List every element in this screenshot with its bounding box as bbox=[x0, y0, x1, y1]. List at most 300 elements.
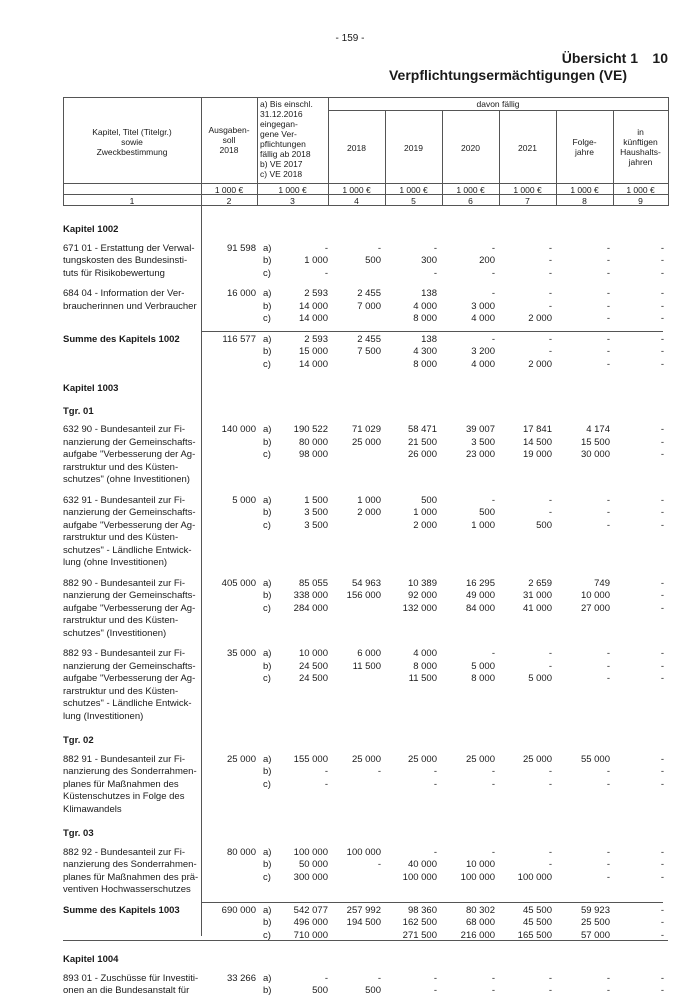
line-label: a) bbox=[263, 904, 272, 916]
value-cell: 6 000 bbox=[357, 648, 381, 659]
entry-description: schutzes" (Investitionen) bbox=[63, 627, 167, 639]
value-cell: 496 000 bbox=[293, 917, 328, 928]
entry-description: nanzierung der Gemeinschafts- bbox=[63, 660, 196, 672]
value-cell: 100 000 bbox=[293, 846, 328, 858]
line-label: c) bbox=[263, 871, 271, 883]
value-cell: - bbox=[433, 267, 437, 279]
line-label: b) bbox=[263, 255, 272, 266]
value-cell: 59 923 bbox=[580, 904, 610, 916]
header-col3-label: gene Ver- bbox=[260, 129, 297, 139]
value-cell: 30 000 bbox=[580, 449, 610, 460]
line-label: b) bbox=[263, 300, 272, 312]
header-unit: 1 000 € bbox=[513, 185, 542, 195]
value-cell: - bbox=[606, 242, 610, 254]
value-cell: 14 000 bbox=[298, 358, 328, 370]
value-cell: - bbox=[660, 424, 664, 435]
entry-description: Klimawandels bbox=[63, 803, 122, 815]
value-cell: 25 000 bbox=[351, 753, 381, 765]
section-heading: Tgr. 03 bbox=[63, 828, 94, 839]
value-cell: - bbox=[606, 859, 610, 870]
line-label: a) bbox=[263, 333, 272, 345]
value-cell: 40 000 bbox=[407, 859, 437, 870]
value-cell: 500 bbox=[312, 985, 328, 996]
value-cell: - bbox=[324, 972, 328, 984]
value-cell: - bbox=[491, 333, 495, 345]
entry-description: tuts für Risikobewertung bbox=[63, 267, 165, 279]
value-cell: - bbox=[660, 753, 664, 765]
value-cell: 2 593 bbox=[304, 288, 328, 299]
value-cell: - bbox=[660, 494, 664, 506]
value-cell: 138 bbox=[421, 288, 437, 299]
entry-description: nanzierung des Sonderrahmen- bbox=[63, 766, 197, 777]
line-label: b) bbox=[263, 590, 272, 601]
header-kuenftig-label: in bbox=[637, 127, 644, 137]
value-cell: 300 000 bbox=[293, 871, 328, 883]
value-cell: 162 500 bbox=[402, 917, 437, 928]
value-cell: 85 055 bbox=[298, 577, 328, 589]
value-cell: 11 500 bbox=[352, 660, 381, 672]
value-cell: - bbox=[606, 660, 610, 672]
value-cell: 338 000 bbox=[293, 590, 328, 601]
value-cell: 4 000 bbox=[471, 358, 495, 370]
value-cell: - bbox=[660, 288, 664, 299]
value-cell: 8 000 bbox=[471, 673, 495, 684]
line-label: b) bbox=[263, 766, 272, 777]
value-cell: - bbox=[606, 288, 610, 299]
value-cell: - bbox=[491, 494, 495, 506]
entry-description: aufgabe "Verbesserung der Ag- bbox=[63, 449, 196, 460]
entry-description: rarstruktur und des Küsten- bbox=[63, 615, 179, 626]
value-cell: - bbox=[433, 985, 437, 996]
value-cell: 710 000 bbox=[293, 929, 328, 941]
ausgabensoll-value: 91 598 bbox=[226, 242, 256, 254]
line-label: c) bbox=[263, 929, 271, 941]
value-cell: - bbox=[660, 333, 664, 345]
entry-description: onen an die Bundesanstalt für bbox=[63, 985, 190, 996]
header-col1-label: Zweckbestimmung bbox=[96, 147, 168, 157]
value-cell: - bbox=[491, 648, 495, 659]
line-label: c) bbox=[263, 358, 271, 370]
entry-description: schutzes" - Ländliche Entwick- bbox=[63, 698, 192, 709]
sum-rule bbox=[201, 902, 663, 903]
section-heading: Kapitel 1004 bbox=[63, 954, 119, 965]
entry-description: nanzierung der Gemeinschafts- bbox=[63, 507, 196, 518]
value-cell: 500 bbox=[479, 507, 495, 518]
units-rule bbox=[63, 183, 668, 184]
value-cell: 156 000 bbox=[346, 590, 381, 601]
line-label: c) bbox=[263, 449, 271, 460]
entry-description: 882 90 - Bundesanteil zur Fi- bbox=[63, 577, 185, 589]
value-cell: 5 000 bbox=[528, 673, 552, 684]
line-label: a) bbox=[263, 753, 272, 765]
value-cell: 49 000 bbox=[465, 590, 495, 601]
value-cell: - bbox=[660, 904, 664, 916]
line-label: c) bbox=[263, 602, 271, 614]
value-cell: - bbox=[606, 346, 610, 357]
entry-description: braucherinnen und Verbraucher bbox=[63, 300, 197, 312]
overview-label: Übersicht 1 bbox=[561, 50, 638, 66]
value-cell: - bbox=[660, 778, 664, 790]
line-label: b) bbox=[263, 660, 272, 672]
value-cell: - bbox=[548, 778, 552, 790]
header-unit: 1 000 € bbox=[570, 185, 599, 195]
value-cell: - bbox=[660, 507, 664, 518]
value-cell: - bbox=[548, 333, 552, 345]
ausgabensoll-value: 80 000 bbox=[226, 846, 256, 858]
value-cell: 1 000 bbox=[413, 507, 437, 518]
section-heading: Tgr. 02 bbox=[63, 735, 94, 746]
value-cell: 98 360 bbox=[407, 904, 437, 916]
value-cell: 15 000 bbox=[298, 346, 328, 357]
header-unit: 1 000 € bbox=[399, 185, 428, 195]
value-cell: - bbox=[606, 766, 610, 777]
value-cell: - bbox=[548, 985, 552, 996]
value-cell: - bbox=[660, 602, 664, 614]
ausgabensoll-value: 33 266 bbox=[226, 972, 256, 984]
value-cell: - bbox=[433, 242, 437, 254]
entry-description: 684 04 - Information der Ver- bbox=[63, 288, 185, 299]
value-cell: - bbox=[660, 917, 664, 928]
value-cell: 4 300 bbox=[413, 346, 437, 357]
line-label: b) bbox=[263, 346, 272, 357]
value-cell: - bbox=[433, 972, 437, 984]
header-column-number: 5 bbox=[411, 196, 416, 206]
value-cell: 3 500 bbox=[471, 436, 495, 448]
value-cell: - bbox=[548, 507, 552, 518]
line-label: a) bbox=[263, 577, 272, 589]
header-unit: 1 000 € bbox=[456, 185, 485, 195]
value-cell: 58 471 bbox=[407, 424, 437, 435]
line-label: c) bbox=[263, 673, 271, 684]
value-cell: 27 000 bbox=[580, 602, 610, 614]
value-cell: 54 963 bbox=[351, 577, 381, 589]
value-cell: 11 500 bbox=[408, 673, 437, 684]
value-cell: 4 000 bbox=[413, 648, 437, 659]
value-cell: 45 500 bbox=[522, 904, 552, 916]
value-cell: 2 000 bbox=[528, 358, 552, 370]
header-col3-label: pflichtungen bbox=[260, 139, 306, 149]
header-davon-label: davon fällig bbox=[476, 99, 520, 109]
value-cell: - bbox=[660, 590, 664, 601]
entry-description: nanzierung der Gemeinschafts- bbox=[63, 436, 196, 448]
value-cell: 31 000 bbox=[522, 590, 552, 601]
value-cell: - bbox=[660, 267, 664, 279]
value-cell: - bbox=[548, 859, 552, 870]
entry-description: ventiven Hochwasserschutzes bbox=[63, 884, 191, 895]
value-cell: 257 992 bbox=[346, 904, 381, 916]
value-cell: 25 000 bbox=[351, 436, 381, 448]
value-cell: 284 000 bbox=[293, 602, 328, 614]
line-label: c) bbox=[263, 313, 271, 324]
value-cell: - bbox=[660, 648, 664, 659]
header-unit: 1 000 € bbox=[342, 185, 371, 195]
value-cell: 200 bbox=[479, 255, 495, 266]
header-col3-label: fällig ab 2018 bbox=[260, 149, 311, 159]
header-column-number: 6 bbox=[468, 196, 473, 206]
value-cell: 749 bbox=[594, 577, 610, 589]
value-cell: 1 000 bbox=[304, 255, 328, 266]
value-cell: - bbox=[548, 346, 552, 357]
value-cell: - bbox=[491, 766, 495, 777]
header-kuenftig-label: künftigen bbox=[623, 137, 658, 147]
header-col2-label: Ausgaben- bbox=[208, 125, 250, 135]
header-unit: 1 000 € bbox=[278, 185, 307, 195]
value-cell: - bbox=[606, 846, 610, 858]
value-cell: 19 000 bbox=[522, 449, 552, 460]
ausgabensoll-value: 5 000 bbox=[232, 494, 256, 506]
header-col2-label: soll bbox=[222, 135, 236, 145]
value-cell: 194 500 bbox=[346, 917, 381, 928]
ausgabensoll-value: 25 000 bbox=[226, 753, 256, 765]
value-cell: 15 500 bbox=[580, 436, 610, 448]
value-cell: 80 302 bbox=[465, 904, 495, 916]
value-cell: - bbox=[491, 846, 495, 858]
value-cell: 14 000 bbox=[298, 300, 328, 312]
value-cell: 21 500 bbox=[407, 436, 437, 448]
value-cell: - bbox=[606, 985, 610, 996]
header-unit: 1 000 € bbox=[214, 185, 244, 195]
value-cell: - bbox=[491, 242, 495, 254]
line-label: a) bbox=[263, 972, 272, 984]
value-cell: 1 000 bbox=[471, 519, 495, 531]
value-cell: 41 000 bbox=[522, 602, 552, 614]
value-cell: - bbox=[606, 255, 610, 266]
value-cell: 2 659 bbox=[528, 577, 552, 589]
value-cell: - bbox=[606, 673, 610, 684]
value-cell: - bbox=[548, 972, 552, 984]
value-cell: 80 000 bbox=[298, 436, 328, 448]
value-cell: 8 000 bbox=[413, 358, 437, 370]
value-cell: - bbox=[548, 288, 552, 299]
value-cell: - bbox=[606, 519, 610, 531]
value-cell: 500 bbox=[365, 255, 381, 266]
value-cell: - bbox=[433, 846, 437, 858]
value-cell: - bbox=[606, 648, 610, 659]
value-cell: - bbox=[660, 436, 664, 448]
sum-label: Summe des Kapitels 1002 bbox=[63, 333, 180, 345]
value-cell: 14 000 bbox=[298, 313, 328, 324]
line-label: b) bbox=[263, 436, 272, 448]
entry-description: schutzes" (ohne Investitionen) bbox=[63, 474, 190, 485]
entry-description: 893 01 - Zuschüsse für Investiti- bbox=[63, 972, 199, 984]
overview-number: 10 bbox=[652, 50, 668, 66]
value-cell: 1 000 bbox=[357, 494, 381, 506]
header-col1-label: sowie bbox=[121, 137, 143, 147]
value-cell: - bbox=[660, 300, 664, 312]
value-cell: - bbox=[324, 766, 328, 777]
value-cell: 24 500 bbox=[298, 673, 328, 684]
page-subtitle: Verpflichtungsermächtigungen (VE) bbox=[388, 67, 627, 83]
table-body bbox=[63, 206, 668, 996]
header-year-2020: 2020 bbox=[461, 143, 480, 153]
line-label: b) bbox=[263, 859, 272, 870]
body-column-rule bbox=[201, 206, 202, 936]
header-unit: 1 000 € bbox=[626, 185, 655, 195]
value-cell: 4 174 bbox=[586, 424, 610, 435]
entry-description: lung (Investitionen) bbox=[63, 710, 144, 722]
value-cell: - bbox=[660, 242, 664, 254]
value-cell: 84 000 bbox=[465, 602, 495, 614]
line-label: c) bbox=[263, 778, 271, 790]
value-cell: - bbox=[548, 267, 552, 279]
value-cell: 3 000 bbox=[471, 300, 495, 312]
line-label: a) bbox=[263, 648, 272, 659]
value-cell: - bbox=[606, 778, 610, 790]
value-cell: 542 077 bbox=[293, 904, 328, 916]
value-cell: 190 522 bbox=[293, 424, 328, 435]
line-label: b) bbox=[263, 985, 272, 996]
value-cell: - bbox=[660, 313, 664, 324]
ausgabensoll-value: 16 000 bbox=[226, 288, 256, 299]
value-cell: - bbox=[660, 846, 664, 858]
value-cell: 216 000 bbox=[460, 929, 495, 941]
entry-description: rarstruktur und des Küsten- bbox=[63, 532, 179, 543]
line-label: a) bbox=[263, 242, 272, 254]
value-cell: - bbox=[660, 859, 664, 870]
entry-description: nanzierung der Gemeinschafts- bbox=[63, 590, 196, 601]
entry-description: nanzierung des Sonderrahmen- bbox=[63, 859, 197, 870]
header-kuenftig-label: jahren bbox=[628, 157, 653, 167]
value-cell: - bbox=[548, 255, 552, 266]
value-cell: 8 000 bbox=[413, 313, 437, 324]
section-heading: Tgr. 01 bbox=[63, 405, 94, 417]
value-cell: 3 500 bbox=[304, 507, 328, 518]
table-header bbox=[63, 97, 668, 206]
value-cell: 25 000 bbox=[522, 753, 552, 765]
value-cell: - bbox=[660, 972, 664, 984]
value-cell: - bbox=[660, 871, 664, 883]
header-top-rule bbox=[63, 97, 668, 98]
value-cell: - bbox=[660, 449, 664, 460]
header-col3-label: 31.12.2016 bbox=[260, 109, 303, 119]
overview-title bbox=[562, 50, 668, 66]
value-cell: 98 000 bbox=[298, 449, 328, 460]
entry-description: 671 01 - Erstattung der Verwal- bbox=[63, 242, 195, 254]
value-cell: 26 000 bbox=[407, 449, 437, 460]
value-cell: 3 500 bbox=[304, 519, 328, 531]
page-number: - 159 - bbox=[335, 33, 365, 44]
entry-description: 882 92 - Bundesanteil zur Fi- bbox=[63, 846, 185, 858]
value-cell: 50 000 bbox=[298, 859, 328, 870]
header-column-number: 3 bbox=[290, 196, 295, 206]
value-cell: 271 500 bbox=[402, 929, 437, 941]
value-cell: - bbox=[660, 346, 664, 357]
header-column-number: 8 bbox=[582, 196, 587, 206]
entry-description: lung (ohne Investitionen) bbox=[63, 557, 168, 568]
value-cell: 24 500 bbox=[298, 660, 328, 672]
value-cell: - bbox=[660, 358, 664, 370]
value-cell: - bbox=[324, 267, 328, 279]
value-cell: - bbox=[548, 766, 552, 777]
line-label: a) bbox=[263, 846, 272, 858]
header-column-number: 2 bbox=[226, 196, 232, 206]
value-cell: 16 295 bbox=[465, 577, 495, 589]
value-cell: - bbox=[606, 300, 610, 312]
entry-description: rarstruktur und des Küsten- bbox=[63, 461, 179, 473]
value-cell: 2 000 bbox=[528, 313, 552, 324]
header-year-2018: 2018 bbox=[347, 143, 366, 153]
value-cell: 7 000 bbox=[357, 300, 381, 312]
ausgabensoll-value: 140 000 bbox=[221, 424, 256, 435]
entry-description: 882 93 - Bundesanteil zur Fi- bbox=[63, 648, 185, 659]
value-cell: - bbox=[324, 778, 328, 790]
value-cell: 10 000 bbox=[580, 590, 610, 601]
value-cell: - bbox=[660, 673, 664, 684]
value-cell: 2 000 bbox=[357, 507, 381, 518]
value-cell: 2 593 bbox=[304, 333, 328, 345]
header-column-number: 1 bbox=[129, 196, 135, 206]
header-col1-label: Kapitel, Titel (Titelgr.) bbox=[92, 127, 172, 137]
value-cell: - bbox=[548, 660, 552, 672]
value-cell: 500 bbox=[421, 494, 437, 506]
value-cell: - bbox=[660, 519, 664, 531]
value-cell: 155 000 bbox=[293, 753, 328, 765]
value-cell: 100 000 bbox=[346, 846, 381, 858]
value-cell: - bbox=[324, 242, 328, 254]
value-cell: 10 000 bbox=[298, 648, 328, 659]
value-cell: - bbox=[606, 871, 610, 883]
value-cell: 7 500 bbox=[357, 346, 381, 357]
value-cell: 100 000 bbox=[402, 871, 437, 883]
value-cell: 2 000 bbox=[413, 519, 437, 531]
entry-description: 882 91 - Bundesanteil zur Fi- bbox=[63, 753, 185, 765]
line-label: c) bbox=[263, 267, 271, 279]
value-cell: - bbox=[548, 846, 552, 858]
section-heading: Kapitel 1003 bbox=[63, 383, 119, 394]
value-cell: 25 500 bbox=[580, 917, 610, 928]
header-col3-label: b) VE 2017 bbox=[260, 159, 303, 169]
value-cell: 138 bbox=[421, 333, 437, 345]
value-cell: 500 bbox=[365, 985, 381, 996]
entry-description: tungskosten des Bundesinsti- bbox=[63, 255, 188, 266]
value-cell: - bbox=[491, 267, 495, 279]
davon-rule bbox=[328, 110, 668, 111]
value-cell: 8 000 bbox=[413, 660, 437, 672]
header-column-number: 9 bbox=[638, 196, 643, 206]
value-cell: 25 000 bbox=[407, 753, 437, 765]
value-cell: - bbox=[606, 267, 610, 279]
value-cell: 17 841 bbox=[522, 424, 552, 435]
ausgabensoll-value: 405 000 bbox=[221, 577, 256, 589]
value-cell: - bbox=[606, 507, 610, 518]
ausgabensoll-value: 116 577 bbox=[222, 333, 256, 345]
value-cell: 4 000 bbox=[413, 300, 437, 312]
entry-description: rarstruktur und des Küsten- bbox=[63, 685, 179, 697]
header-column-number: 7 bbox=[525, 196, 530, 206]
value-cell: - bbox=[548, 242, 552, 254]
value-cell: 4 000 bbox=[471, 313, 495, 324]
value-cell: - bbox=[491, 972, 495, 984]
value-cell: 68 000 bbox=[465, 917, 495, 928]
section-heading: Kapitel 1002 bbox=[63, 224, 119, 235]
line-label: a) bbox=[263, 288, 272, 299]
ausgabensoll-value: 690 000 bbox=[221, 904, 256, 916]
header-col-rule bbox=[668, 97, 669, 206]
entry-description: 632 90 - Bundesanteil zur Fi- bbox=[63, 424, 185, 435]
header-year-2019: 2019 bbox=[404, 143, 423, 153]
value-cell: 45 500 bbox=[522, 917, 552, 928]
value-cell: 14 500 bbox=[522, 436, 552, 448]
value-cell: - bbox=[548, 494, 552, 506]
sum-rule bbox=[201, 331, 663, 332]
value-cell: - bbox=[606, 972, 610, 984]
header-folgejahre-label: jahre bbox=[575, 147, 594, 157]
value-cell: - bbox=[606, 313, 610, 324]
line-label: c) bbox=[263, 519, 271, 531]
entry-description: aufgabe "Verbesserung der Ag- bbox=[63, 602, 196, 614]
value-cell: 100 000 bbox=[517, 871, 552, 883]
sum-label: Summe des Kapitels 1003 bbox=[63, 904, 180, 916]
